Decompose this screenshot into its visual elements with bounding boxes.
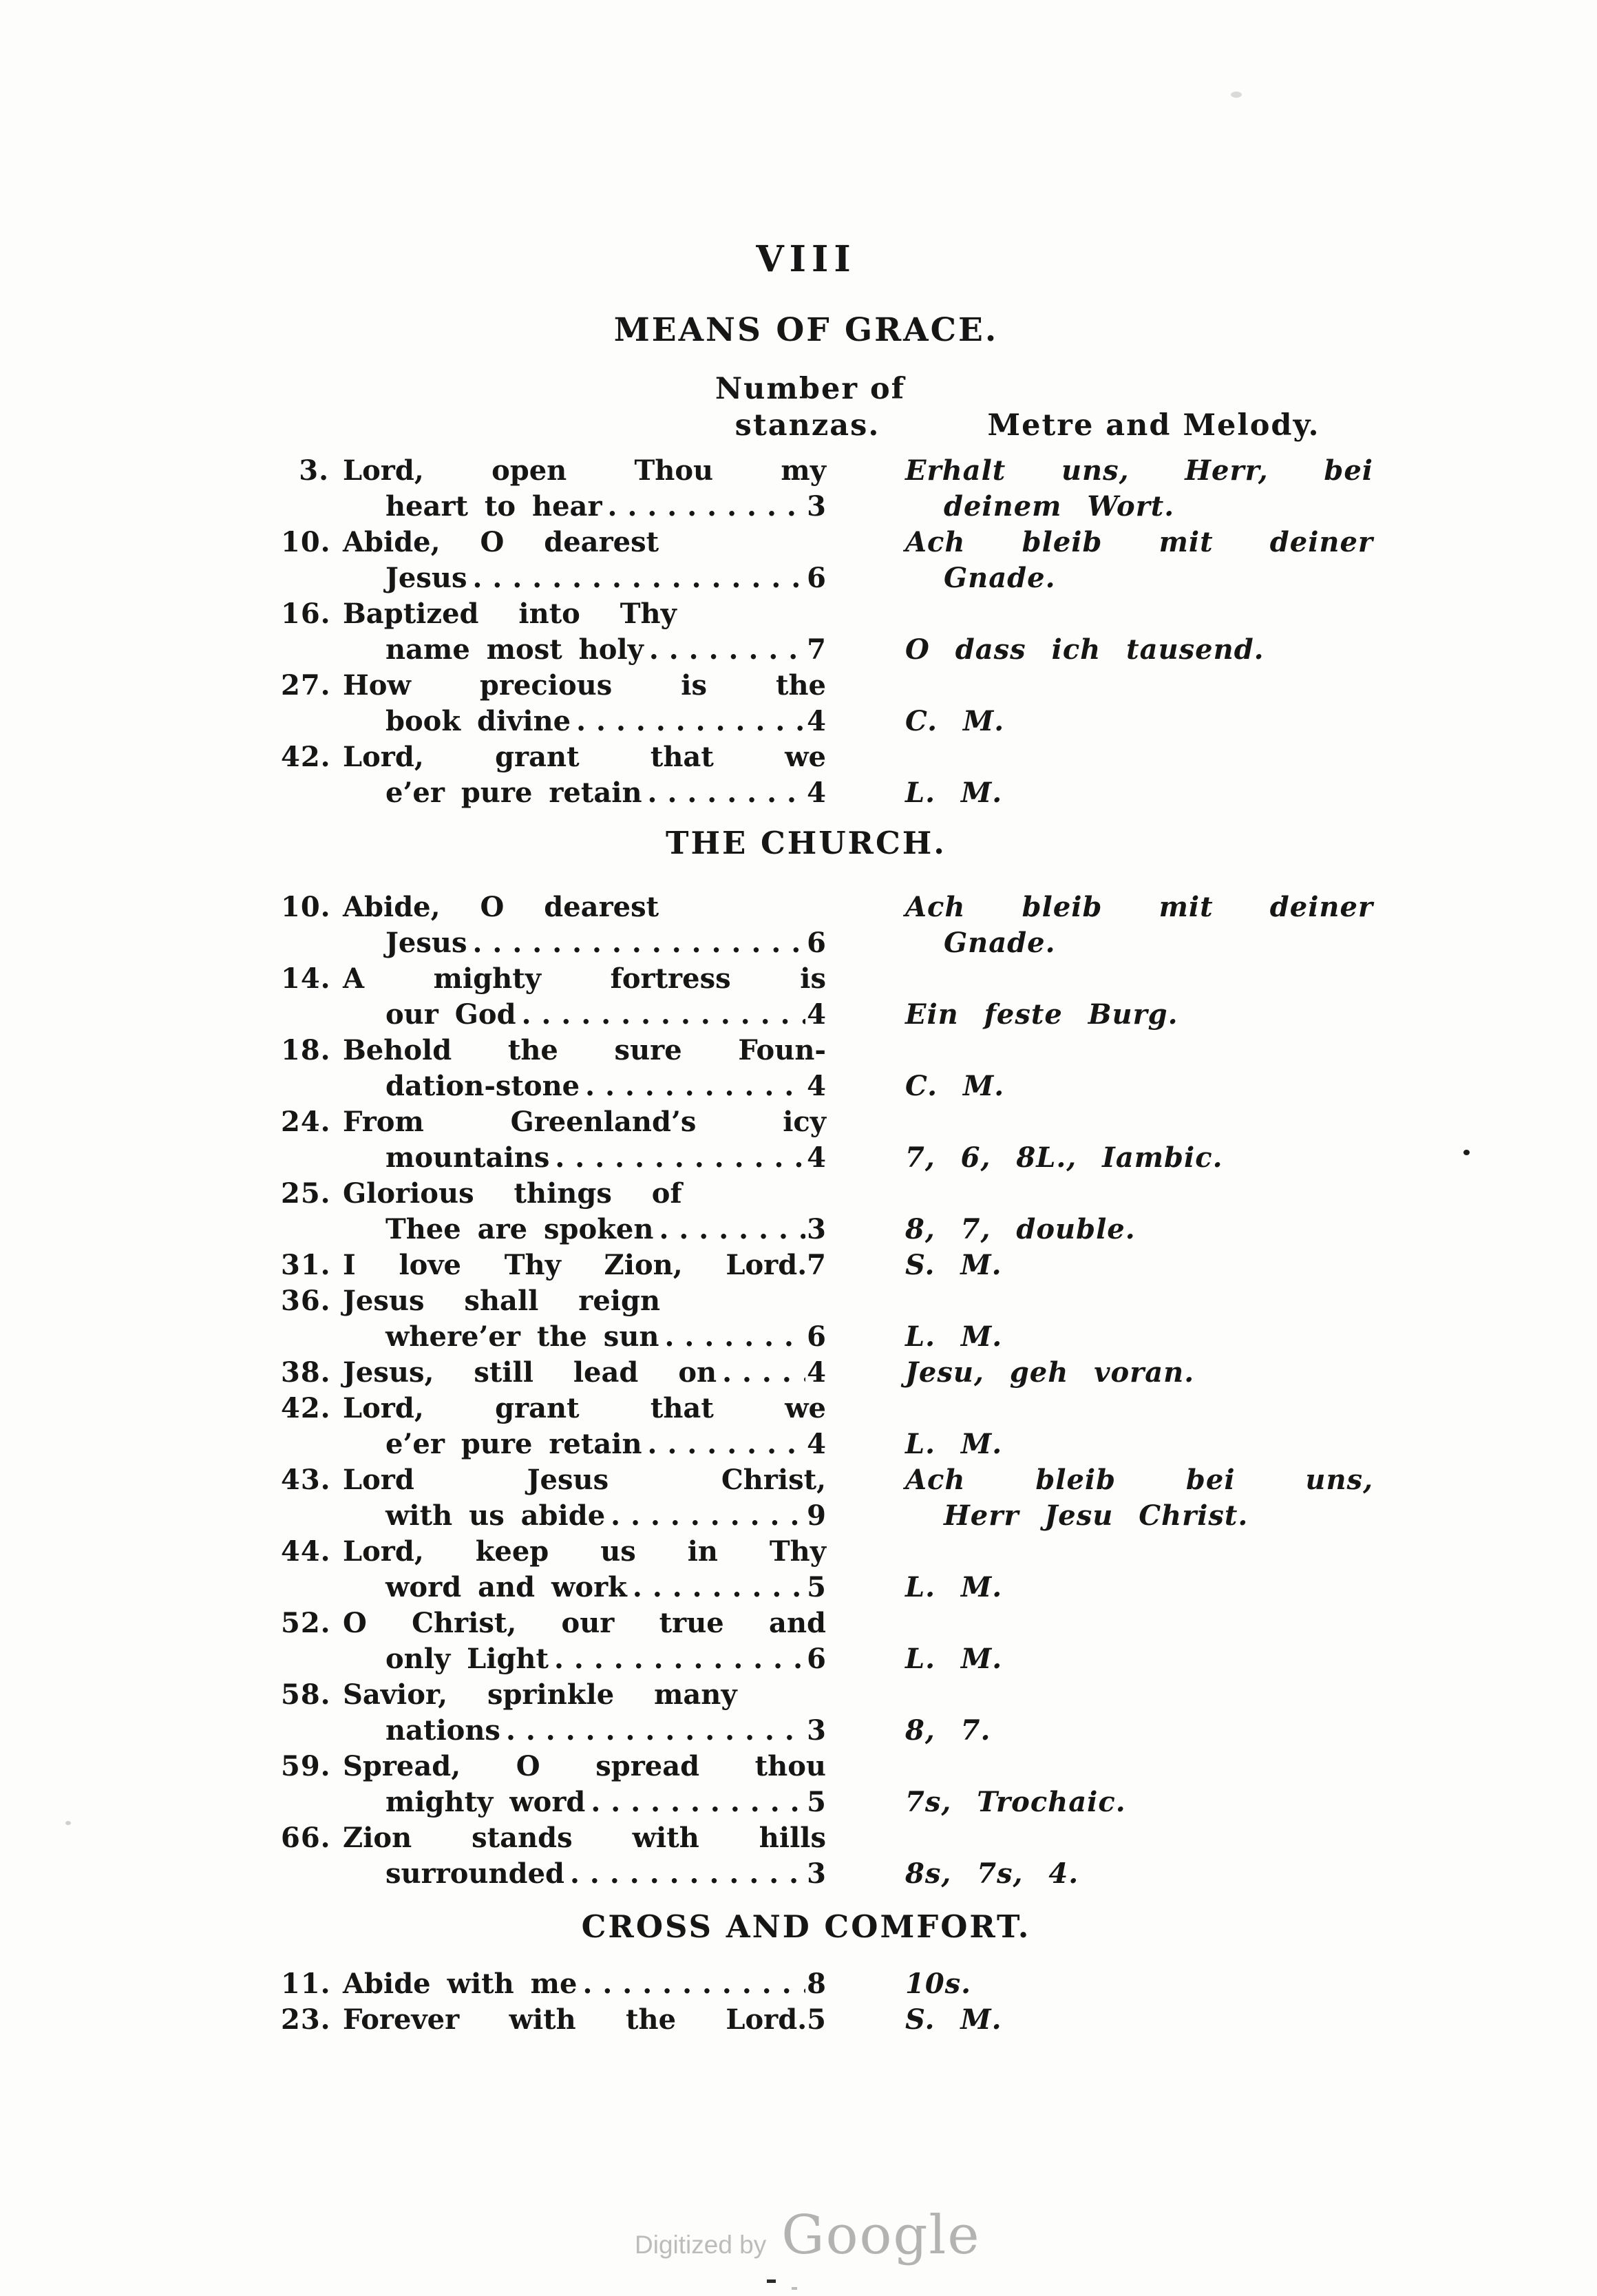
metre-and-melody-text: S. M. bbox=[905, 1249, 1002, 1281]
stanza-count: 4 bbox=[807, 998, 826, 1031]
hymn-number: 25. bbox=[281, 1177, 331, 1210]
hymn-number: 31. bbox=[281, 1249, 331, 1281]
hymn-entry-line bbox=[281, 1033, 1379, 1068]
hymn-number: 27. bbox=[281, 669, 331, 702]
column-header-metre-and-melody: Metre and Melody. bbox=[987, 408, 1320, 443]
hymn-title-cell bbox=[343, 961, 826, 997]
hymn-title-cell bbox=[343, 1713, 826, 1749]
dot-leader bbox=[473, 925, 806, 961]
hymn-entry-line bbox=[281, 453, 1379, 489]
hymn-number: 10. bbox=[281, 891, 331, 923]
hymn-title-cell bbox=[343, 1391, 826, 1426]
metre-and-melody-text: L. M. bbox=[905, 1643, 1003, 1675]
hymn-title-text: Abide, O dearest bbox=[343, 891, 659, 923]
hymn-title-cell bbox=[343, 1966, 826, 2002]
hymn-title-cell bbox=[343, 997, 826, 1033]
google-logo: Google bbox=[781, 2204, 981, 2266]
hymn-number: 14. bbox=[281, 962, 331, 995]
hymn-number: 36. bbox=[281, 1285, 331, 1317]
hymn-title-text: e’er pure retain bbox=[385, 1428, 642, 1460]
hymn-title-cell bbox=[343, 1749, 826, 1784]
hymn-entry-line bbox=[281, 1176, 1379, 1212]
hymn-title-text: Lord Jesus Christ, bbox=[343, 1464, 826, 1496]
hymn-entry-line bbox=[281, 1319, 1379, 1355]
hymn-title-cell bbox=[343, 1068, 826, 1104]
hymn-title-cell bbox=[343, 453, 826, 489]
scan-speck bbox=[792, 2287, 797, 2290]
hymn-title-text: Savior, sprinkle many bbox=[343, 1678, 737, 1711]
hymn-entry-line bbox=[281, 889, 1379, 925]
dot-leader bbox=[554, 1641, 805, 1677]
stanza-count: 4 bbox=[807, 1070, 826, 1102]
hymn-title-text: with us abide bbox=[385, 1499, 606, 1532]
hymn-entry-line bbox=[281, 1212, 1379, 1247]
dot-leader bbox=[664, 1319, 805, 1355]
hymn-title-cell bbox=[343, 1033, 826, 1068]
hymn-list-cross-and-comfort bbox=[281, 1966, 1379, 2038]
stanza-count: 4 bbox=[807, 777, 826, 809]
hymn-entry-line bbox=[281, 1426, 1379, 1462]
hymn-entry-line bbox=[281, 560, 1379, 596]
section-title-the-church: THE CHURCH. bbox=[666, 825, 946, 861]
stanza-count: 8 bbox=[807, 1968, 826, 2000]
hymn-entry-line bbox=[281, 1820, 1379, 1856]
hymn-title-text: dation-stone bbox=[385, 1070, 580, 1102]
hymn-list-means-of-grace bbox=[281, 453, 1379, 811]
hymn-number: 16. bbox=[281, 598, 331, 630]
hymn-entry-line bbox=[281, 632, 1379, 668]
hymn-title-text: Lord, keep us in Thy bbox=[343, 1535, 826, 1568]
hymn-number: 58. bbox=[281, 1678, 331, 1711]
hymn-title-cell bbox=[343, 489, 826, 525]
hymn-title-cell bbox=[343, 1140, 826, 1176]
chapter-heading: VIII bbox=[756, 238, 856, 280]
hymn-title-text: Jesus shall reign bbox=[343, 1285, 661, 1317]
hymn-title-cell bbox=[343, 560, 826, 596]
hymn-title-cell bbox=[343, 925, 826, 961]
dot-leader bbox=[633, 1570, 805, 1605]
metre-and-melody-text: Jesu, geh voran. bbox=[905, 1356, 1195, 1389]
hymn-entry-line bbox=[281, 1283, 1379, 1319]
hymn-title-text: Abide with me bbox=[343, 1968, 578, 2000]
hymn-title-text: Jesus, still lead on bbox=[343, 1356, 717, 1389]
hymn-title-cell bbox=[343, 704, 826, 739]
hymn-title-text: From Greenland’s icy bbox=[343, 1106, 826, 1138]
hymn-title-text: Glorious things of bbox=[343, 1177, 682, 1210]
metre-and-melody-text: Ach bleib bei uns, bbox=[905, 1464, 1373, 1496]
dot-leader bbox=[722, 1355, 805, 1391]
column-header-number-of: Number of bbox=[715, 372, 906, 406]
stanza-count: 3 bbox=[807, 1857, 826, 1890]
stanza-count: 6 bbox=[807, 927, 826, 959]
hymn-number: 18. bbox=[281, 1034, 331, 1066]
hymn-entry-line bbox=[281, 1966, 1379, 2002]
hymn-title-text: e’er pure retain bbox=[385, 777, 642, 809]
hymn-number: 23. bbox=[281, 2003, 331, 2036]
hymn-title-text: only Light bbox=[385, 1643, 549, 1675]
dot-leader bbox=[582, 1966, 805, 2002]
stanza-count: 6 bbox=[807, 1320, 826, 1353]
hymn-title-cell bbox=[343, 1319, 826, 1355]
hymn-title-cell bbox=[343, 1820, 826, 1856]
hymn-title-text: Baptized into Thy bbox=[343, 598, 677, 630]
hymn-number: 44. bbox=[281, 1535, 331, 1568]
metre-and-melody-text: deinem Wort. bbox=[944, 490, 1175, 523]
hymn-title-cell bbox=[343, 1176, 826, 1212]
hymn-list-the-church bbox=[281, 889, 1379, 1892]
stanza-count: 9 bbox=[807, 1499, 826, 1532]
stanza-count: 6 bbox=[807, 1643, 826, 1675]
stanza-count: 4 bbox=[807, 1141, 826, 1174]
stanza-count: 3 bbox=[807, 1714, 826, 1747]
metre-and-melody-text: L. M. bbox=[905, 1320, 1003, 1353]
stanza-count: 5 bbox=[807, 2003, 826, 2036]
hymn-entry-line bbox=[281, 1784, 1379, 1820]
hymn-entry-line bbox=[281, 1713, 1379, 1749]
hymn-number: 3. bbox=[299, 454, 329, 487]
hymn-title-text: surrounded bbox=[385, 1857, 564, 1890]
hymn-entry-line bbox=[281, 925, 1379, 961]
stanza-count: 4 bbox=[807, 1356, 826, 1389]
dot-leader bbox=[649, 632, 805, 668]
hymn-number: 42. bbox=[281, 1392, 331, 1424]
hymn-title-text: Lord, grant that we bbox=[343, 1392, 826, 1424]
stanza-count: 3 bbox=[807, 490, 826, 523]
hymn-title-text: nations bbox=[385, 1714, 500, 1747]
metre-and-melody-text: S. M. bbox=[905, 2003, 1002, 2036]
hymn-title-cell bbox=[343, 1283, 826, 1319]
metre-and-melody-text: C. M. bbox=[905, 705, 1005, 737]
metre-and-melody-text: 10s. bbox=[905, 1968, 972, 2000]
hymn-entry-line bbox=[281, 1462, 1379, 1498]
hymn-entry-line bbox=[281, 489, 1379, 525]
dot-leader bbox=[611, 1498, 805, 1534]
hymn-entry-line bbox=[281, 596, 1379, 632]
scan-speck bbox=[1463, 1150, 1470, 1155]
dot-leader bbox=[506, 1713, 805, 1749]
metre-and-melody-text: Herr Jesu Christ. bbox=[944, 1499, 1249, 1532]
hymn-title-text: book divine bbox=[385, 705, 571, 737]
section-title-means-of-grace: MEANS OF GRACE. bbox=[613, 311, 999, 349]
hymn-entry-line bbox=[281, 1140, 1379, 1176]
watermark-prefix-text: Digitized by bbox=[635, 2231, 767, 2259]
hymn-title-cell bbox=[343, 1570, 826, 1605]
stanza-count: 7 bbox=[807, 633, 826, 666]
hymn-number: 10. bbox=[281, 526, 331, 558]
dot-leader bbox=[608, 489, 806, 525]
metre-and-melody-text: O dass ich tausend. bbox=[905, 633, 1265, 666]
hymn-number: 42. bbox=[281, 741, 331, 773]
metre-and-melody-text: 8, 7, double. bbox=[905, 1213, 1136, 1245]
stanza-count: 6 bbox=[807, 562, 826, 594]
hymn-number: 59. bbox=[281, 1750, 331, 1782]
hymn-title-cell bbox=[343, 1856, 826, 1892]
hymn-title-text: heart to hear bbox=[385, 490, 602, 523]
hymn-entry-line bbox=[281, 1570, 1379, 1605]
hymn-title-cell bbox=[343, 1534, 826, 1570]
metre-and-melody-text: Ach bleib mit deiner bbox=[905, 891, 1373, 923]
hymn-title-text: where’er the sun bbox=[385, 1320, 659, 1353]
hymn-entry-line bbox=[281, 1104, 1379, 1140]
metre-and-melody-text: Gnade. bbox=[944, 927, 1056, 959]
dot-leader bbox=[648, 1426, 806, 1462]
metre-and-melody-text: Ach bleib mit deiner bbox=[905, 526, 1373, 558]
metre-and-melody-text: 7s, Trochaic. bbox=[905, 1786, 1126, 1818]
hymn-title-text: Behold the sure Foun- bbox=[343, 1034, 826, 1066]
hymn-title-cell bbox=[343, 525, 826, 560]
hymn-title-text: Jesus bbox=[385, 562, 467, 594]
digitized-by-google-watermark bbox=[635, 2204, 981, 2266]
hymn-entry-line bbox=[281, 1641, 1379, 1677]
hymn-number: 38. bbox=[281, 1356, 331, 1389]
hymn-title-text: mountains bbox=[385, 1141, 550, 1174]
dot-leader bbox=[473, 560, 806, 596]
dot-leader bbox=[576, 704, 805, 739]
dot-leader bbox=[555, 1140, 805, 1176]
hymn-number: 11. bbox=[281, 1968, 331, 2000]
hymn-entry-line bbox=[281, 961, 1379, 997]
stanza-count: 5 bbox=[807, 1786, 826, 1818]
hymn-title-text: Lord, open Thou my bbox=[343, 454, 826, 487]
hymn-title-cell bbox=[343, 1641, 826, 1677]
hymn-title-text: O Christ, our true and bbox=[343, 1607, 826, 1639]
dot-leader bbox=[570, 1856, 805, 1892]
hymn-title-cell bbox=[343, 1498, 826, 1534]
scan-speck bbox=[767, 2279, 776, 2283]
metre-and-melody-text: L. M. bbox=[905, 777, 1003, 809]
hymn-number: 66. bbox=[281, 1822, 331, 1854]
metre-and-melody-text: 8, 7. bbox=[905, 1714, 991, 1747]
stanza-count: 7 bbox=[807, 1249, 826, 1281]
hymn-entry-line bbox=[281, 1391, 1379, 1426]
stanza-count: 5 bbox=[807, 1571, 826, 1603]
metre-and-melody-text: 8s, 7s, 4. bbox=[905, 1857, 1079, 1890]
column-header-stanzas: stanzas. bbox=[734, 408, 880, 443]
stanza-count: 3 bbox=[807, 1213, 826, 1245]
dot-leader bbox=[659, 1212, 805, 1247]
hymn-entry-line bbox=[281, 525, 1379, 560]
hymn-title-text: Abide, O dearest bbox=[343, 526, 659, 558]
hymn-title-text: Thee are spoken bbox=[385, 1213, 654, 1245]
hymn-title-text: Spread, O spread thou bbox=[343, 1750, 826, 1782]
hymn-title-cell bbox=[343, 739, 826, 775]
hymn-title-cell bbox=[343, 1355, 826, 1391]
hymn-title-cell bbox=[343, 1462, 826, 1498]
hymn-title-cell bbox=[343, 1247, 826, 1283]
hymn-title-text: name most holy bbox=[385, 633, 644, 666]
hymn-title-text: I love Thy Zion, Lord. bbox=[343, 1249, 807, 1281]
hymn-entry-line bbox=[281, 1856, 1379, 1892]
hymn-title-cell bbox=[343, 1212, 826, 1247]
hymn-entry-line bbox=[281, 1677, 1379, 1713]
hymn-number: 52. bbox=[281, 1607, 331, 1639]
hymn-title-text: Jesus bbox=[385, 927, 467, 959]
metre-and-melody-text: L. M. bbox=[905, 1571, 1003, 1603]
scan-speck bbox=[1231, 92, 1242, 98]
hymn-title-cell bbox=[343, 1605, 826, 1641]
hymn-title-cell bbox=[343, 596, 826, 632]
hymn-entry-line bbox=[281, 1068, 1379, 1104]
hymn-entry-line bbox=[281, 1247, 1379, 1283]
stanza-count: 4 bbox=[807, 705, 826, 737]
hymn-title-text: A mighty fortress is bbox=[343, 962, 826, 995]
hymn-entry-line bbox=[281, 2002, 1379, 2038]
hymn-title-cell bbox=[343, 889, 826, 925]
metre-and-melody-text: C. M. bbox=[905, 1070, 1005, 1102]
hymn-title-text: mighty word bbox=[385, 1786, 586, 1818]
hymn-number: 43. bbox=[281, 1464, 331, 1496]
dot-leader bbox=[591, 1784, 805, 1820]
dot-leader bbox=[648, 775, 806, 811]
hymn-title-cell bbox=[343, 668, 826, 704]
hymn-entry-line bbox=[281, 1355, 1379, 1391]
hymn-title-text: word and work bbox=[385, 1571, 627, 1603]
hymn-title-cell bbox=[343, 632, 826, 668]
hymn-entry-line bbox=[281, 1534, 1379, 1570]
hymn-title-text: How precious is the bbox=[343, 669, 826, 702]
dot-leader bbox=[585, 1068, 805, 1104]
hymn-entry-line bbox=[281, 668, 1379, 704]
hymn-title-cell bbox=[343, 1426, 826, 1462]
hymn-entry-line bbox=[281, 997, 1379, 1033]
hymn-entry-line bbox=[281, 1605, 1379, 1641]
section-title-cross-and-comfort: CROSS AND COMFORT. bbox=[581, 1908, 1031, 1945]
hymn-entry-line bbox=[281, 739, 1379, 775]
hymn-title-text: Lord, grant that we bbox=[343, 741, 826, 773]
hymn-title-cell bbox=[343, 1677, 826, 1713]
hymn-entry-line bbox=[281, 1749, 1379, 1784]
metre-and-melody-text: 7, 6, 8L., Iambic. bbox=[905, 1141, 1223, 1174]
hymn-title-text: our God bbox=[385, 998, 516, 1031]
hymn-entry-line bbox=[281, 1498, 1379, 1534]
hymn-title-text: Forever with the Lord. bbox=[343, 2003, 807, 2036]
hymn-number: 24. bbox=[281, 1106, 331, 1138]
hymn-title-cell bbox=[343, 775, 826, 811]
hymn-title-cell bbox=[343, 1784, 826, 1820]
scan-speck bbox=[65, 1821, 71, 1825]
hymn-title-cell bbox=[343, 1104, 826, 1140]
dot-leader bbox=[522, 997, 806, 1033]
metre-and-melody-text: Gnade. bbox=[944, 562, 1056, 594]
metre-and-melody-text: L. M. bbox=[905, 1428, 1003, 1460]
metre-and-melody-text: Ein feste Burg. bbox=[905, 998, 1178, 1031]
hymn-title-cell bbox=[343, 2002, 826, 2038]
hymn-entry-line bbox=[281, 775, 1379, 811]
hymn-title-text: Zion stands with hills bbox=[343, 1822, 826, 1854]
metre-and-melody-text: Erhalt uns, Herr, bei bbox=[905, 454, 1373, 487]
hymn-entry-line bbox=[281, 704, 1379, 739]
stanza-count: 4 bbox=[807, 1428, 826, 1460]
